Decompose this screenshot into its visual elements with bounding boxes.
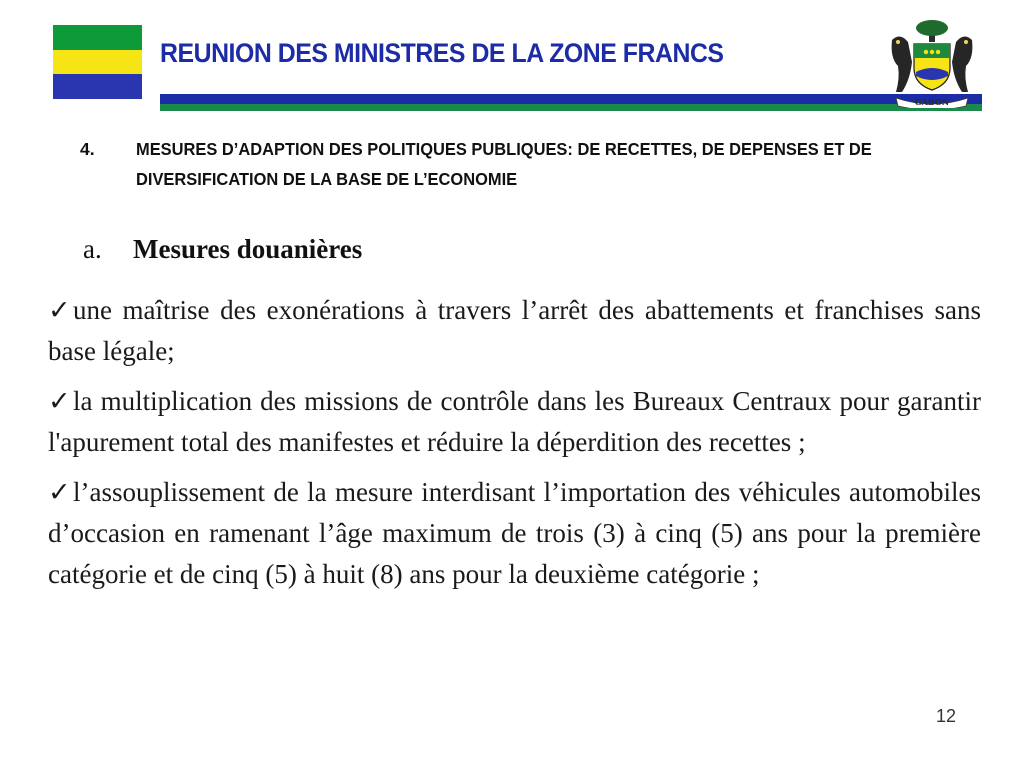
flag-blue-stripe — [53, 74, 142, 99]
bullet-list — [48, 290, 981, 604]
gabon-flag — [53, 25, 142, 99]
check-icon: ✓ — [48, 477, 71, 507]
bullet-text: l’assouplissement de la mesure interdisant l’importation des véhicules automobiles d’occasion en ramenant l’âge maximum de trois (3) à cinq (5) ans pour la première catégorie et de cinq (5) à huit (8) ans pour la deuxième catégorie ; — [48, 477, 981, 589]
page-number: 12 — [936, 706, 957, 726]
title-underline-blue — [160, 94, 982, 104]
flag-yellow-stripe — [53, 50, 142, 75]
emblem-label: GABON — [914, 97, 950, 107]
gabon-coat-of-arms-icon — [882, 18, 982, 108]
subsection-letter: a. — [83, 234, 102, 264]
check-icon: ✓ — [48, 386, 71, 416]
bullet-item — [48, 290, 981, 372]
check-icon: ✓ — [48, 295, 71, 325]
section-heading — [80, 134, 960, 194]
bullet-item — [48, 472, 981, 595]
subsection-heading — [83, 234, 362, 265]
section-title: MESURES D’ADAPTION DES POLITIQUES PUBLIQUES: DE RECETTES, DE DEPENSES ET DE DIVERSIFICATION DE LA BASE DE L’ECONOMIE — [136, 139, 872, 189]
subsection-title: Mesures douanières — [133, 234, 363, 264]
flag-green-stripe — [53, 25, 142, 50]
bullet-text: la multiplication des missions de contrôle dans les Bureaux Centraux pour garantir l'apurement total des manifestes et réduire la déperdition des recettes ; — [48, 386, 981, 457]
section-number: 4. — [80, 139, 95, 159]
bullet-text: une maîtrise des exonérations à travers l’arrêt des abattements et franchises sans base légale; — [48, 295, 981, 366]
slide-title: REUNION DES MINISTRES DE LA ZONE FRANCS — [160, 38, 724, 68]
title-underline-green — [160, 104, 982, 111]
bullet-item — [48, 381, 981, 463]
